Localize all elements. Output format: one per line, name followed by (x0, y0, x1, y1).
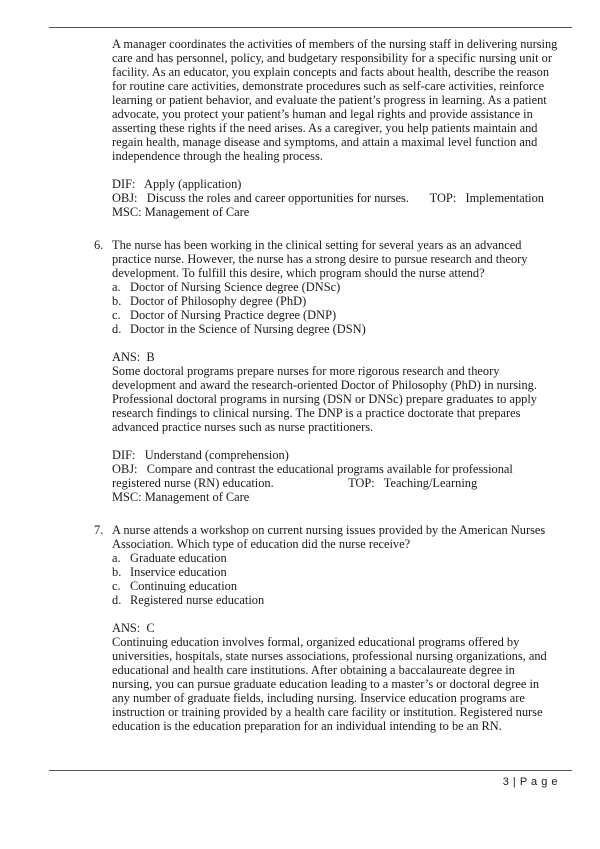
question-stem: The nurse has been working in the clinical setting for several years as an advanced practice nurse. However, the nurse has a strong desire to pursue research and theory development. To fulfill this desire, which program should the nurse attend? (112, 238, 528, 280)
question-number: 7. (94, 523, 104, 537)
meta-msc: MSC: Management of Care (112, 490, 250, 504)
choice-b: b. Inservice education (112, 565, 227, 579)
answer-key: ANS: C (112, 621, 155, 635)
choice-d: d. Doctor in the Science of Nursing degree (DSN) (112, 322, 366, 336)
question-number: 6. (94, 238, 104, 252)
page-content (94, 37, 558, 733)
intro-meta (112, 177, 558, 219)
answer-rationale: Continuing education involves formal, organized educational programs offered by universities, hospitals, state nurses associations, professional nursing organizations, and educational and health care institutions. After obtaining a baccalaureate degree in nursing, you can pursue graduate education leading to a master’s or doctoral degree in any number of graduate fields, including nursing. Inservice education programs are instruction or training provided by a health care facility or institution. Registered nurse education is the education preparation for an individual intending to be an RN. (112, 635, 547, 733)
choice-a: a. Graduate education (112, 551, 227, 565)
meta-top: TOP: Teaching/Learning (348, 476, 478, 490)
meta-obj-top (112, 462, 558, 490)
answer-choices (112, 551, 558, 607)
intro-top: TOP: Implementation (429, 191, 544, 205)
intro-dif: DIF: Apply (application) (112, 177, 242, 191)
question-7 (94, 523, 558, 733)
header-rule (49, 27, 572, 28)
intro-obj-top-row (112, 191, 558, 205)
question-6 (94, 238, 558, 504)
intro-rationale: A manager coordinates the activities of members of the nursing staff in delivering nursing care and has personnel, policy, and budgetary responsibility for a specific nursing unit or facility. As an educator, you explain concepts and facts about health, describe the reason for routine care activities, demonstrate procedures such as self-care activities, reinforce learning or patient behavior, and evaluate the patient’s progress in learning. As a patient advocate, you protect your patient’s human and legal rights and provide assistance in asserting these rights if the need arises. As a caregiver, you help patients maintain and regain health, manage disease and symptoms, and attain a maximal level function and independence through the healing process. (112, 37, 558, 163)
intro-msc: MSC: Management of Care (112, 205, 250, 219)
meta-obj: OBJ: Compare and contrast the educational programs available for professional registered nurse (RN) education. (112, 462, 513, 490)
question-stem: A nurse attends a workshop on current nursing issues provided by the American Nurses Association. Which type of education did the nurse receive? (112, 523, 546, 551)
answer-key: ANS: B (112, 350, 155, 364)
choice-c: c. Doctor of Nursing Practice degree (DNP) (112, 308, 337, 322)
meta-dif: DIF: Understand (comprehension) (112, 448, 289, 462)
footer-rule (49, 770, 572, 771)
intro-obj: OBJ: Discuss the roles and career opportunities for nurses. (112, 191, 409, 205)
answer-rationale: Some doctoral programs prepare nurses for more rigorous research and theory development and award the research-oriented Doctor of Philosophy (PhD) in nursing. Professional doctoral programs in nursing (DSN or DNSc) prepare graduates to apply research findings to clinical nursing. The DNP is a practice doctorate that prepares advanced practice nurses such as nurse practitioners. (112, 364, 537, 434)
answer-choices (112, 280, 558, 336)
choice-b: b. Doctor of Philosophy degree (PhD) (112, 294, 307, 308)
question-meta (112, 448, 558, 504)
choice-a: a. Doctor of Nursing Science degree (DNSc) (112, 280, 341, 294)
page-number: 3 | P a g e (502, 776, 558, 788)
choice-c: c. Continuing education (112, 579, 238, 593)
choice-d: d. Registered nurse education (112, 593, 265, 607)
